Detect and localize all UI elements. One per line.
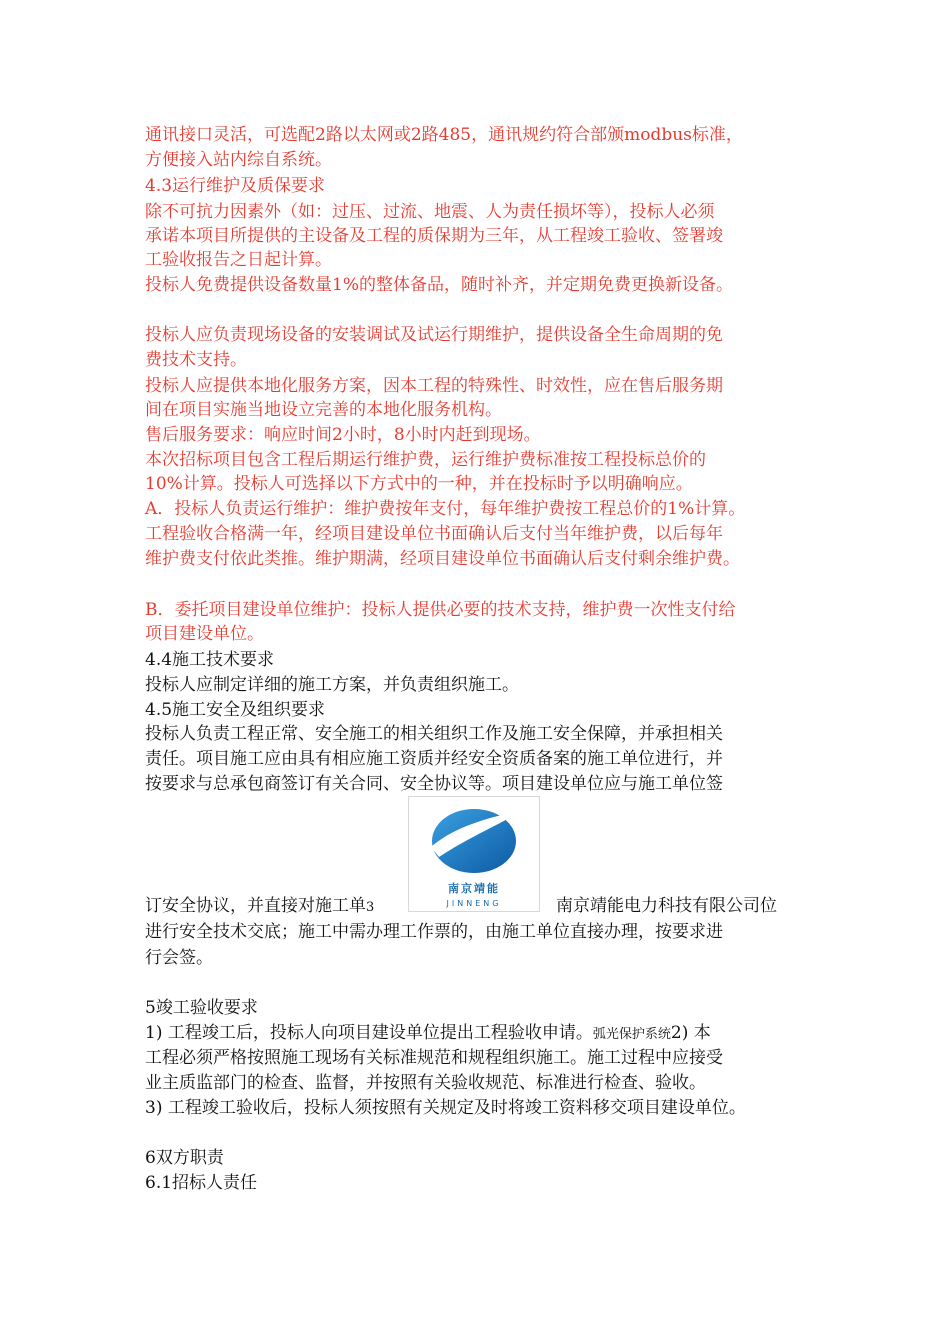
- section-heading: 4.5施工安全及组织要求: [145, 700, 326, 720]
- section-heading: 6.1招标人责任: [145, 1173, 258, 1193]
- section-heading: 4.4施工技术要求: [145, 650, 275, 670]
- text-fragment: 订安全协议，并直接对施工单: [145, 896, 366, 916]
- logo-globe-icon: [409, 797, 539, 877]
- text-line: 售后服务要求：响应时间2小时，8小时内赶到现场。: [145, 425, 541, 445]
- text-line: [145, 1021, 815, 1047]
- text-line: 投标人负责工程正常、安全施工的相关组织工作及施工安全保障，并承担相关: [145, 724, 723, 744]
- text-line: 投标人免费提供设备数量1%的整体备品，随时补齐，并定期免费更换新设备。: [145, 275, 733, 295]
- text-line: 业主质监部门的检查、监督，并按照有关验收规范、标准进行检查、验收。: [145, 1073, 706, 1093]
- text-line: 3) 工程竣工验收后，投标人须按照有关规定及时将竣工资料移交项目建设单位。: [145, 1098, 746, 1118]
- page-number: 3: [366, 900, 375, 915]
- text-line: 投标人应制定详细的施工方案，并负责组织施工。: [145, 675, 519, 695]
- watermark-text: 弧光保护系统: [592, 1027, 671, 1042]
- company-logo: [408, 796, 540, 912]
- text-line: B．委托项目建设单位维护：投标人提供必要的技术支持，维护费一次性支付给: [145, 600, 736, 620]
- text-line: [145, 894, 405, 920]
- text-line: 项目建设单位。: [145, 624, 264, 644]
- text-line: 承诺本项目所提供的主设备及工程的质保期为三年，从工程竣工验收、签署竣: [145, 226, 723, 246]
- section-heading: 5竣工验收要求: [145, 998, 258, 1018]
- text-line: 维护费支付依此类推。维护期满，经项目建设单位书面确认后支付剩余维护费。: [145, 549, 740, 569]
- text-line: 费技术支持。: [145, 350, 247, 370]
- section-heading: 4.3运行维护及质保要求: [145, 176, 326, 196]
- text-line: A．投标人负责运行维护：维护费按年支付，每年维护费按工程总价的1%计算。: [145, 499, 746, 519]
- text-line: 工程验收合格满一年，经项目建设单位书面确认后支付当年维护费，以后每年: [145, 524, 723, 544]
- logo-name-cn: 南京靖能: [448, 882, 500, 895]
- text-line: 通讯接口灵活，可选配2路以太网或2路485，通讯规约符合部颁modbus标准，: [145, 125, 743, 145]
- text-line: 投标人应提供本地化服务方案，因本工程的特殊性、时效性，应在售后服务期: [145, 376, 723, 396]
- text-fragment: 2) 本: [670, 1023, 711, 1043]
- text-line: 工验收报告之日起计算。: [145, 250, 332, 270]
- text-line: 行会签。: [145, 948, 213, 968]
- text-line: 进行安全技术交底；施工中需办理工作票的，由施工单位直接办理，按要求进: [145, 922, 723, 942]
- text-line: 投标人应负责现场设备的安装调试及试运行期维护，提供设备全生命周期的免: [145, 325, 723, 345]
- section-heading: 6双方职责: [145, 1148, 224, 1168]
- text-line: 本次招标项目包含工程后期运行维护费，运行维护费标准按工程投标总价的: [145, 450, 706, 470]
- logo-name-en: JINNENG: [446, 899, 502, 908]
- text-fragment: 1) 工程竣工后，投标人向项目建设单位提出工程验收申请。: [145, 1023, 593, 1043]
- text-line: 方便接入站内综自系统。: [145, 150, 332, 170]
- text-line: 按要求与总承包商签订有关合同、安全协议等。项目建设单位应与施工单位签: [145, 774, 723, 794]
- text-line: 10%计算。投标人可选择以下方式中的一种，并在投标时予以明确响应。: [145, 474, 693, 494]
- company-name-text: 南京靖能电力科技有限公司位: [556, 896, 777, 916]
- text-line: 间在项目实施当地设立完善的本地化服务机构。: [145, 400, 502, 420]
- text-line: 除不可抗力因素外（如：过压、过流、地震、人为责任损坏等），投标人必须: [145, 202, 715, 222]
- text-line: 工程必须严格按照施工现场有关标准规范和规程组织施工。施工过程中应接受: [145, 1048, 723, 1068]
- text-line: 责任。项目施工应由具有相应施工资质并经安全资质备案的施工单位进行，并: [145, 749, 723, 769]
